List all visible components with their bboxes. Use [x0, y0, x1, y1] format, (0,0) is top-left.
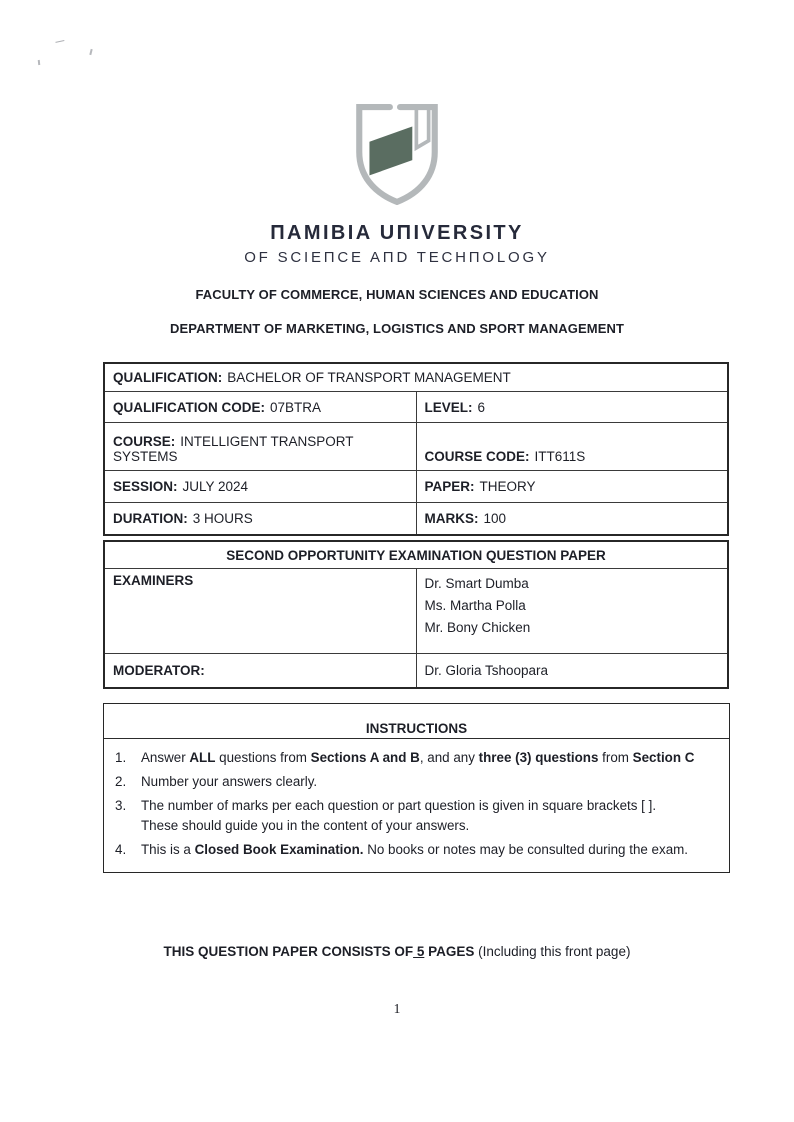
instruction-item — [115, 796, 721, 836]
instruction-number: 3. — [115, 798, 127, 813]
instruction-text: Answer ALL questions from Sections A and B, and any three (3) questions from Section C — [141, 750, 695, 765]
table-row — [104, 569, 728, 654]
instruction-number: 4. — [115, 842, 127, 857]
course-cell — [104, 423, 416, 471]
qualification-code-value: 07BTRA — [270, 399, 322, 415]
course-label: COURSE: — [113, 434, 176, 449]
instruction-number: 2. — [115, 774, 127, 789]
course-info-table — [103, 362, 729, 536]
examiner-name: Mr. Bony Chicken — [424, 620, 531, 635]
examiners-label: EXAMINERS — [104, 569, 416, 654]
examiners-names-cell — [416, 569, 728, 654]
course-code-cell — [416, 423, 728, 471]
marks-cell — [416, 503, 728, 536]
duration-label: DURATION: — [113, 511, 188, 526]
duration-cell — [104, 503, 416, 536]
marks-label: MARKS: — [424, 511, 479, 526]
page-number: 1 — [393, 1001, 401, 1016]
instruction-item — [115, 748, 721, 768]
instruction-number: 1. — [115, 750, 127, 765]
qualification-code-cell — [104, 392, 416, 423]
university-name-subtitle: OF SCIEΠCE AΠD TECHΠOLOGY — [244, 249, 550, 266]
table-row — [104, 503, 728, 536]
scan-artifact — [55, 36, 65, 43]
examiner-name: Dr. Smart Dumba — [424, 576, 529, 591]
table-row — [104, 363, 728, 392]
course-code-value: ITT611S — [534, 449, 586, 464]
paper-value: THEORY — [479, 479, 536, 494]
paper-label: PAPER: — [424, 479, 475, 494]
university-name: ΠAMIBIA UΠIVERSITY — [270, 222, 524, 244]
instruction-item — [115, 772, 721, 792]
session-label: SESSION: — [113, 479, 178, 494]
table-row — [104, 541, 728, 569]
instruction-item — [115, 840, 721, 860]
department-heading: DEPARTMENT OF MARKETING, LOGISTICS AND SPORT MANAGEMENT — [170, 321, 624, 336]
course-value: INTELLIGENT TRANSPORT SYSTEMS — [113, 434, 354, 464]
faculty-heading: FACULTY OF COMMERCE, HUMAN SCIENCES AND EDUCATION — [195, 287, 599, 302]
session-cell — [104, 471, 416, 503]
instructions-box — [103, 703, 730, 873]
examiner-name: Ms. Martha Polla — [424, 598, 526, 613]
qualification-code-label: QUALIFICATION CODE: — [113, 399, 265, 415]
instructions-title: INSTRUCTIONS — [104, 704, 729, 739]
paper-cell — [416, 471, 728, 503]
qualification-label: QUALIFICATION: — [113, 370, 223, 385]
marks-value: 100 — [483, 511, 507, 526]
qualification-value: BACHELOR OF TRANSPORT MANAGEMENT — [227, 370, 511, 385]
page-count-statement: THIS QUESTION PAPER CONSISTS OF 5 PAGES (Including this front page) — [163, 944, 631, 959]
table-row — [104, 654, 728, 689]
qualification-cell — [104, 363, 728, 392]
examiners-table — [103, 540, 729, 689]
instruction-text: The number of marks per each question or part question is given in square brackets [ ]. These should guide you in the content of your answers. — [141, 798, 657, 833]
instructions-list — [104, 739, 729, 872]
course-code-label: COURSE CODE: — [424, 449, 530, 464]
scan-artifact — [38, 60, 41, 65]
level-label: LEVEL: — [424, 399, 473, 415]
exam-paper-title: SECOND OPPORTUNITY EXAMINATION QUESTION PAPER — [104, 541, 728, 569]
nust-shield-icon — [351, 103, 443, 205]
session-value: JULY 2024 — [182, 479, 249, 494]
table-row — [104, 392, 728, 423]
moderator-value: Dr. Gloria Tshoopara — [416, 654, 728, 689]
moderator-label: MODERATOR: — [104, 654, 416, 689]
table-row — [104, 423, 728, 471]
university-logo — [0, 103, 794, 266]
level-value: 6 — [477, 399, 486, 415]
level-cell — [416, 392, 728, 423]
instruction-text: Number your answers clearly. — [141, 774, 318, 789]
instruction-text: This is a Closed Book Examination. No books or notes may be consulted during the exam. — [141, 842, 689, 857]
table-row — [104, 471, 728, 503]
scan-artifact — [89, 49, 92, 55]
duration-value: 3 HOURS — [192, 511, 253, 526]
